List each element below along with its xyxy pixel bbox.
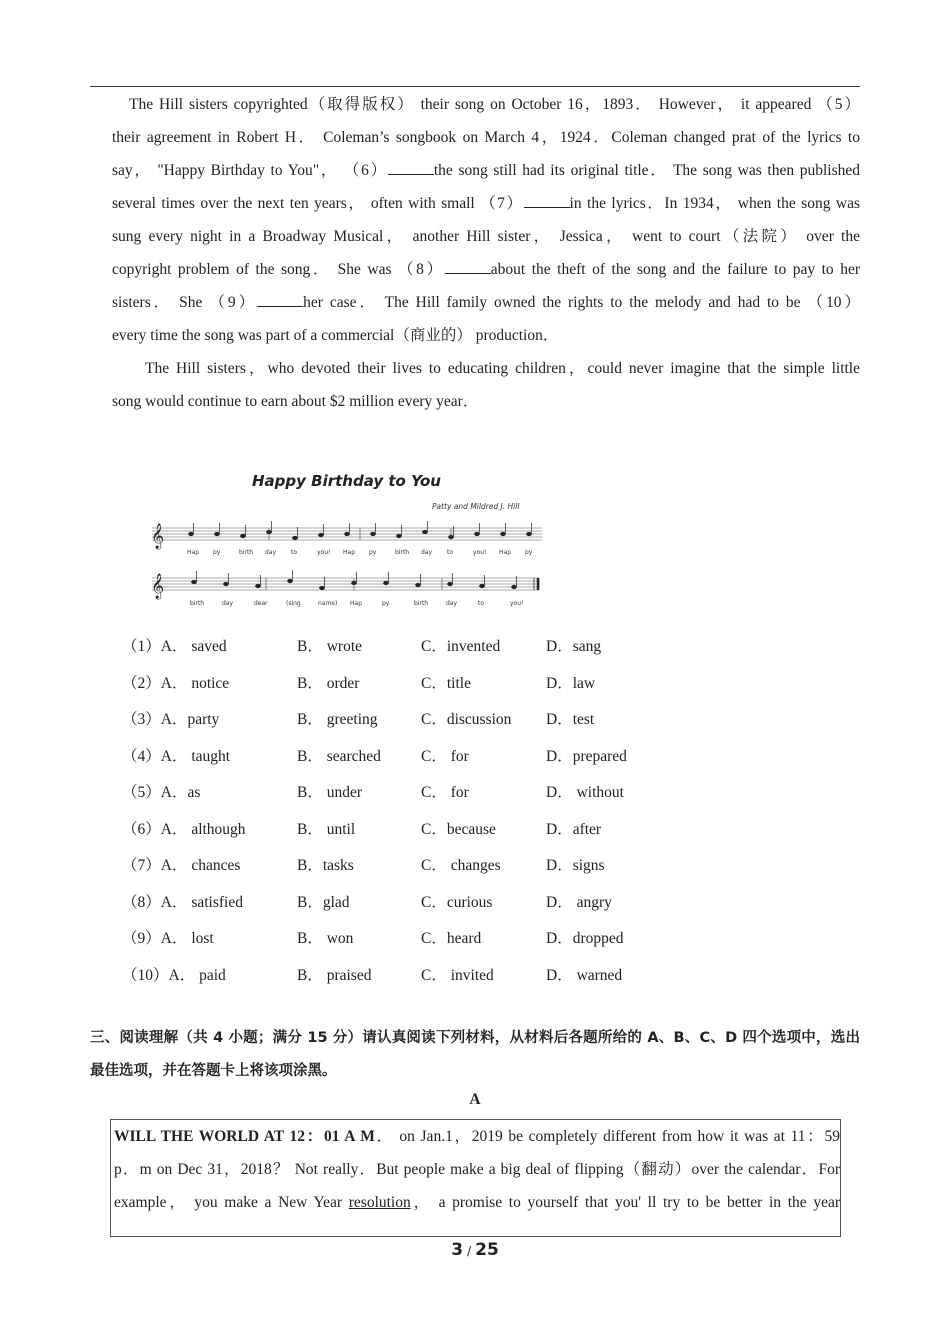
music-note — [191, 580, 196, 584]
option-a[interactable]: （3）A．party — [122, 711, 220, 728]
option-c[interactable]: C．title — [421, 674, 471, 692]
options-list — [122, 632, 682, 997]
lyric-syllable: to — [478, 600, 485, 607]
lyric-syllable: to — [447, 549, 454, 556]
music-note — [344, 532, 349, 536]
option-b[interactable]: B． won — [297, 930, 354, 947]
option-c[interactable]: C． for — [421, 747, 469, 765]
option-b[interactable]: B．tasks — [297, 857, 354, 874]
option-c[interactable]: C．discussion — [421, 711, 512, 728]
option-d[interactable]: D．test — [546, 711, 595, 728]
option-a[interactable]: （7）A． chances — [122, 857, 241, 874]
music-note — [318, 533, 323, 537]
music-note — [370, 532, 375, 536]
music-note — [474, 532, 479, 536]
music-note — [396, 534, 401, 538]
music-note — [223, 582, 228, 586]
lyric-syllable: birth — [414, 600, 429, 607]
music-note — [383, 581, 388, 585]
passage-a-line: WILL THE WORLD AT 12：01 A M． on Jan.1，2019 be completely different from how it was at 11：59 — [114, 1128, 841, 1145]
lyric-syllable: birth — [239, 549, 254, 556]
lyric-syllable: (sing — [286, 600, 301, 607]
option-d[interactable]: D．signs — [546, 857, 605, 874]
passage-a-line: p．m on Dec 31，2018？ Not really．But people make a big deal of flipping（翻动）over the calendar．For — [114, 1161, 840, 1178]
sheet-music-image — [150, 464, 545, 622]
music-note — [511, 585, 516, 589]
option-row — [122, 924, 682, 961]
passage-line: copyright problem of the song． She was （8） about the theft of the song and the failure to pay to her — [112, 261, 860, 278]
answer-blank — [388, 160, 434, 175]
lyric-syllable: py — [382, 600, 390, 607]
passage-line: The Hill sisters copyrighted（取得版权） their song on October 16，1893． However， it appeared （5） — [129, 96, 860, 113]
answer-blank — [445, 259, 491, 274]
option-row — [122, 778, 682, 815]
option-row — [122, 669, 682, 706]
lyric-syllable: birth — [395, 549, 410, 556]
music-note — [500, 532, 505, 536]
lyric-syllable: day — [421, 549, 433, 556]
lyric-syllable: py — [525, 549, 533, 556]
passage-line: song would continue to earn about $2 million every year． — [112, 393, 479, 410]
option-row — [122, 632, 682, 669]
passage-label: A — [469, 1091, 481, 1108]
option-row — [122, 961, 682, 998]
music-note — [240, 534, 245, 538]
treble-clef-icon: 𝄞 — [151, 574, 165, 599]
music-note — [188, 532, 193, 536]
option-a[interactable]: （10）A． paid — [122, 966, 226, 984]
lyric-syllable: Hap — [499, 549, 511, 556]
option-c[interactable]: C． invited — [421, 966, 494, 984]
passage-line: their agreement in Robert H． Coleman’s songbook on March 4，1924．Coleman changed prat of the lyrics to — [112, 129, 860, 146]
option-a[interactable]: （8）A． satisfied — [122, 893, 243, 911]
lyric-syllable: Hap — [350, 600, 362, 607]
option-d[interactable]: D．dropped — [546, 930, 624, 947]
option-d[interactable]: D．after — [546, 820, 602, 838]
music-note — [292, 536, 297, 540]
lyric-syllable: birth — [190, 600, 205, 607]
lyric-syllable: Hap — [187, 549, 199, 556]
option-b[interactable]: B． searched — [297, 747, 381, 765]
option-c[interactable]: C．curious — [421, 893, 493, 911]
music-note — [479, 584, 484, 588]
lyric-syllable: dear — [254, 600, 268, 607]
option-a[interactable]: （4）A． taught — [122, 747, 231, 765]
lyrics-line-1 — [187, 549, 533, 556]
lyric-syllable: day — [446, 600, 458, 607]
option-row — [122, 815, 682, 852]
music-note — [214, 532, 219, 536]
option-b[interactable]: B． until — [297, 820, 356, 838]
option-a[interactable]: （2）A． notice — [122, 674, 230, 692]
header-rule — [90, 86, 860, 87]
sheet-music-composer: Patty and Mildred J. Hill — [432, 502, 520, 511]
passage-a-line: example， you make a New Year resolution， a promise to yourself that you' ll try to be better in the year — [114, 1194, 840, 1211]
passage-line: sung every night in a Broadway Musical， another Hill sister， Jessica， went to court（法院） over the — [112, 228, 860, 245]
lyric-syllable: you! — [473, 549, 487, 556]
option-d[interactable]: D． warned — [546, 966, 623, 984]
lyric-syllable: name) — [318, 600, 338, 607]
option-a[interactable]: （6）A． although — [122, 820, 246, 838]
page-number: 3 / 25 — [451, 1240, 499, 1260]
option-a[interactable]: （5）A．as — [122, 784, 201, 801]
music-note — [447, 582, 452, 586]
music-note — [415, 583, 420, 587]
option-a[interactable]: （9）A． lost — [122, 930, 214, 947]
lyric-syllable: day — [222, 600, 234, 607]
section-heading: 三、阅读理解（共 4 小题；满分 15 分）请认真阅读下列材料，从材料后各题所给的 A、B、C、D 四个选项中，选出最佳选项，并在答题卡上将该项涂黑。 — [90, 1030, 860, 1079]
music-note — [422, 530, 427, 534]
option-row — [122, 742, 682, 779]
option-a[interactable]: （1）A． saved — [122, 638, 227, 655]
passage-line: The Hill sisters，who devoted their lives to educating children，could never imagine that the simple little — [145, 360, 860, 377]
music-note — [526, 532, 531, 536]
option-d[interactable]: D．sang — [546, 638, 602, 655]
option-d[interactable]: D．law — [546, 674, 596, 692]
option-b[interactable]: B． order — [297, 674, 360, 692]
lyric-syllable: py — [369, 549, 377, 556]
option-b[interactable]: B． greeting — [297, 711, 378, 728]
treble-clef-icon: 𝄞 — [151, 524, 165, 549]
option-b[interactable]: B．glad — [297, 893, 350, 911]
music-note — [319, 586, 324, 590]
lyric-syllable: to — [291, 549, 298, 556]
option-row — [122, 888, 682, 925]
lyric-syllable: you! — [317, 549, 331, 556]
answer-blank — [257, 292, 303, 307]
passage-a-lead: WILL THE WORLD AT 12：01 A M — [114, 1128, 375, 1145]
option-c[interactable]: C． changes — [421, 857, 501, 874]
lyric-syllable: py — [213, 549, 221, 556]
sheet-music-title: Happy Birthday to You — [252, 472, 441, 490]
option-d[interactable]: D．prepared — [546, 747, 627, 765]
music-note — [255, 584, 260, 588]
option-row — [122, 851, 682, 888]
option-b[interactable]: B． wrote — [297, 638, 363, 655]
option-c[interactable]: C．because — [421, 820, 496, 838]
option-c[interactable]: C．invented — [421, 638, 501, 655]
passage-line: say， "Happy Birthday to You"， （6） the song still had its original title． The song was then published — [112, 162, 860, 179]
passage-line: sisters． She （9） her case． The Hill family owned the rights to the melody and had to be （10） — [112, 294, 860, 311]
lyrics-line-2 — [190, 600, 523, 607]
option-c[interactable]: C． for — [421, 784, 469, 801]
lyric-syllable: day — [265, 549, 277, 556]
answer-blank — [524, 193, 570, 208]
passage-paragraph-1 — [112, 88, 860, 418]
lyric-syllable: Hap — [343, 549, 355, 556]
passage-line: several times over the next ten years， often with small （7） in the lyrics．In 1934， when the song was — [112, 195, 860, 212]
option-c[interactable]: C．heard — [421, 930, 482, 947]
option-b[interactable]: B． under — [297, 784, 363, 801]
passage-a-box — [110, 1119, 841, 1237]
underlined-word: resolution — [348, 1194, 411, 1211]
music-note — [287, 579, 292, 583]
option-d[interactable]: D． angry — [546, 893, 612, 911]
passage-line: every time the song was part of a commercial（商业的） production． — [112, 327, 559, 344]
option-b[interactable]: B． praised — [297, 966, 372, 984]
option-d[interactable]: D． without — [546, 784, 624, 801]
option-row — [122, 705, 682, 742]
lyric-syllable: you! — [510, 600, 524, 607]
